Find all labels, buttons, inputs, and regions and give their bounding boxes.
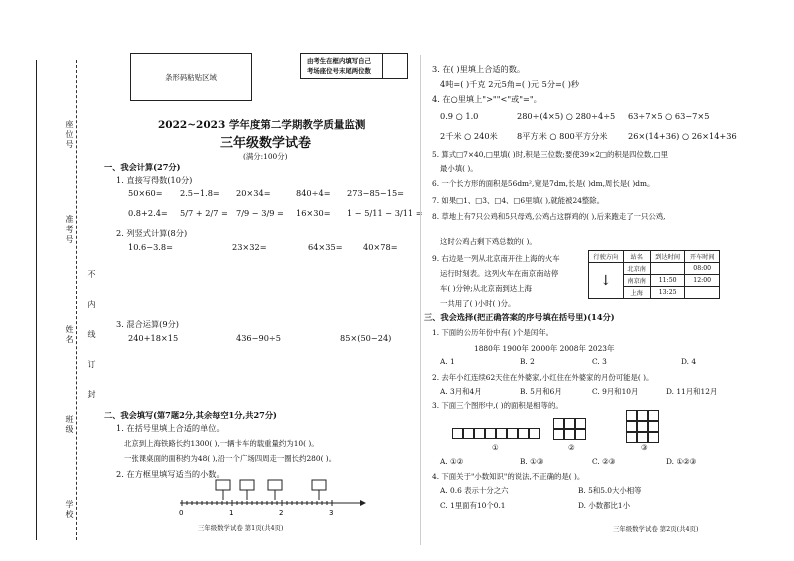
ruler-tick-label: 3 xyxy=(329,509,334,517)
barcode-area xyxy=(130,53,252,101)
direction-arrow-cell: ↓ xyxy=(589,263,624,299)
c2: 2. 去年小红连续62天住在外婆家,小红住在外婆家的月份可能是( )。 xyxy=(432,373,654,382)
binding-label-xian: 线 xyxy=(87,330,96,340)
binding-dashed-line xyxy=(76,60,77,540)
shape-1-row-of-squares xyxy=(452,428,540,439)
compare-item: 0.9 ○ 1.0 xyxy=(440,111,479,121)
binding-label-feng: 封 xyxy=(87,390,96,400)
q3: 3. 在( )里填上合适的数。 xyxy=(432,64,526,74)
q5-line2: 最小填( )。 xyxy=(440,164,478,173)
c2-opt[interactable]: C. 9月和10月 xyxy=(592,387,639,396)
q7: 7. 如果□1、□3、□4、□6里填( ),就能被24整除。 xyxy=(432,196,605,205)
table-header: 到达时间 xyxy=(650,251,685,263)
train-timetable xyxy=(588,250,720,299)
calc-item: 0.8+2.4= xyxy=(128,208,168,218)
answer-box xyxy=(268,480,282,490)
c1-opt[interactable]: B. 2 xyxy=(520,357,535,366)
calc-item: 16×30= xyxy=(296,208,331,218)
q6: 6. 一个长方形的面积是56dm²,宽是7dm,长是( )dm,周长是( )dm。 xyxy=(432,179,655,188)
answer-box xyxy=(216,480,230,490)
calc-item: 50×60= xyxy=(128,188,163,198)
binding-label-bu: 不 xyxy=(87,270,96,280)
c1-opt[interactable]: A. 1 xyxy=(440,357,455,366)
seat-notice-line1: 由考生在框内填写自己 xyxy=(307,57,371,65)
table-cell: 08:00 xyxy=(685,263,720,275)
ruler-tick-label: 1 xyxy=(229,509,234,517)
c3-opt[interactable]: C. ②③ xyxy=(592,457,616,466)
vertical-calc-item: 10.6−3.8= xyxy=(128,242,173,252)
q8-line2: 这时公鸡占剩下鸡总数的( )。 xyxy=(440,237,537,246)
table-cell: 12:00 xyxy=(685,275,720,287)
c1-years: 1880年 1900年 2000年 2008年 2023年 xyxy=(474,344,615,353)
binding-label-nei: 内 xyxy=(87,300,96,310)
binding-label-ding: 订 xyxy=(87,360,96,370)
calc-item: 5/7 + 2/7 = xyxy=(180,208,228,218)
answer-box xyxy=(240,480,254,490)
c2-opt[interactable]: D. 11月和12月 xyxy=(666,387,718,396)
compare-item: 26×(14+36) ○ 26×14+36 xyxy=(628,131,737,141)
mixed-calc-item: 85×(50−24) xyxy=(340,333,392,343)
compare-item: 2千米 ○ 240米 xyxy=(440,131,498,141)
part2-heading: 二、我会填写(第7题2分,其余每空1分,共27分) xyxy=(104,410,277,420)
q9-line1: 9. 右边是一列从北京南开往上海的火车 xyxy=(432,254,560,263)
part2-q1-line2: 一张课桌面的面积约为48( ),沿一个广场四周走一圈长约280( )。 xyxy=(124,454,337,463)
table-cell: 13:25 xyxy=(650,287,685,299)
table-cell: 上海 xyxy=(623,287,650,299)
part3-heading: 三、我会选择(把正确答案的序号填在括号里)(14分) xyxy=(424,312,615,322)
footer-right: 三年级数学试卷 第2页(共4页) xyxy=(613,525,699,533)
c4-opt[interactable]: A. 0.6 表示十分之六 xyxy=(440,486,509,495)
exam-title-line2: 三年级数学试卷 xyxy=(220,136,312,151)
compare-item: 280÷(4×5) ○ 280÷4÷5 xyxy=(517,111,616,121)
binding-label-exam-no: 准考号 xyxy=(65,215,74,245)
c2-opt[interactable]: A. 3月和4月 xyxy=(440,387,482,396)
shape-label: ③ xyxy=(641,443,648,452)
exam-title-line1: 2022~2023 学年度第二学期教学质量监测 xyxy=(158,119,366,131)
center-fold xyxy=(420,55,421,545)
calc-item: 1 − 5/11 − 3/11 = xyxy=(347,208,423,218)
c3: 3. 下面三个图形中,( )的面积是相等的。 xyxy=(432,401,563,410)
shape-3-grid xyxy=(626,410,659,443)
answer-box xyxy=(312,480,326,490)
mixed-calc-item: 436−90÷5 xyxy=(236,333,281,343)
part2-q1: 1. 在括号里填上合适的单位。 xyxy=(116,423,225,433)
vertical-calc-item: 64×35= xyxy=(308,242,343,252)
mixed-calc-item: 240+18×15 xyxy=(128,333,179,343)
table-cell: 11:50 xyxy=(650,275,685,287)
q8-line1: 8. 草地上有7只公鸡和5只母鸡,公鸡占这群鸡的( ),后来跑走了一只公鸡, xyxy=(432,212,666,221)
c4: 4. 下面关于"小数知识"的说法,不正确的是( )。 xyxy=(432,472,585,481)
compare-item: 8平方米 ○ 800平方分米 xyxy=(517,131,608,141)
c4-opt[interactable]: D. 小数都比1小 xyxy=(578,501,631,510)
calc-item: 7/9 − 3/9 = xyxy=(236,208,284,218)
binding-label-name: 姓名 xyxy=(65,325,74,345)
calc-item: 2.5−1.8= xyxy=(180,188,220,198)
seat-notice-box xyxy=(300,53,408,79)
table-header: 开车时间 xyxy=(685,251,720,263)
q4: 4. 在○里填上">""<"或"="。 xyxy=(432,94,542,104)
table-cell xyxy=(650,263,685,275)
full-score: (满分:100分) xyxy=(243,152,288,161)
c4-opt[interactable]: C. 1里面有10个0.1 xyxy=(440,501,506,510)
c3-opt[interactable]: A. ①② xyxy=(440,457,464,466)
shape-label: ② xyxy=(568,443,575,452)
c4-opt[interactable]: B. 5和5.0大小相等 xyxy=(578,486,642,495)
ruler-tick-label: 2 xyxy=(279,509,284,517)
q9-line4: 一共用了( )小时( )分。 xyxy=(440,299,516,308)
q9-line3: 车( )分钟;从北京南到达上海 xyxy=(440,284,532,293)
table-header: 行驶方向 xyxy=(589,251,624,263)
part1-s1-title: 1. 直接写得数(10分) xyxy=(116,175,193,185)
c1-opt[interactable]: C. 3 xyxy=(592,357,607,366)
part1-heading: 一、我会计算(27分) xyxy=(104,162,181,172)
part1-s2-title: 2. 列竖式计算(8分) xyxy=(116,228,188,238)
binding-label-seat: 座位号 xyxy=(65,120,74,150)
part2-q1-line1: 北京到上海铁路长约1300( ),一辆卡车的载重量约为10( )。 xyxy=(124,439,319,448)
table-cell: 北京南 xyxy=(623,263,650,275)
part1-s3-title: 3. 混合运算(9分) xyxy=(116,319,179,329)
q9-line2: 运行时刻表。这列火车在南京南站停 xyxy=(440,269,559,278)
calc-item: 273−85−15= xyxy=(347,188,405,198)
footer-left: 三年级数学试卷 第1页(共4页) xyxy=(198,524,284,532)
shape-label: ① xyxy=(492,443,499,452)
vertical-calc-item: 23×32= xyxy=(232,242,267,252)
number-line xyxy=(170,478,370,518)
part2-q2: 2. 在方框里填写适当的小数。 xyxy=(116,469,225,479)
c1-opt[interactable]: D. 4 xyxy=(681,357,697,366)
calc-item: 840÷4= xyxy=(296,188,331,198)
table-cell: 南京南 xyxy=(623,275,650,287)
c2-opt[interactable]: B. 5月和6月 xyxy=(520,387,562,396)
binding-label-school: 学校 xyxy=(65,500,74,520)
vertical-calc-item: 40×78= xyxy=(363,242,398,252)
seat-notice-line2: 考场座位号末尾两位数 xyxy=(307,67,371,75)
c3-opt[interactable]: D. ①②③ xyxy=(666,457,697,466)
seat-fill-box[interactable] xyxy=(382,53,408,79)
binding-label-class: 班级 xyxy=(65,415,74,435)
q5-line1: 5. 算式□7×40,□里填( )时,积是三位数;要使39×2□的积是四位数,□里 xyxy=(432,150,669,159)
calc-item: 20×34= xyxy=(236,188,271,198)
c3-opt[interactable]: B. ①③ xyxy=(520,457,544,466)
table-cell xyxy=(685,287,720,299)
barcode-label: 条形码粘贴区域 xyxy=(165,73,217,82)
c1: 1. 下面的公历年份中有( )个是闰年。 xyxy=(432,328,553,337)
compare-item: 63÷7×5 ○ 63−7×5 xyxy=(628,111,710,121)
binding-solid-line xyxy=(36,60,37,540)
shape-2-grid xyxy=(553,418,586,440)
table-header: 站名 xyxy=(623,251,650,263)
ruler-tick-label: 0 xyxy=(179,509,184,517)
q3-line: 4吨=( )千克 2元5角=( )元 5分=( )秒 xyxy=(440,79,580,89)
